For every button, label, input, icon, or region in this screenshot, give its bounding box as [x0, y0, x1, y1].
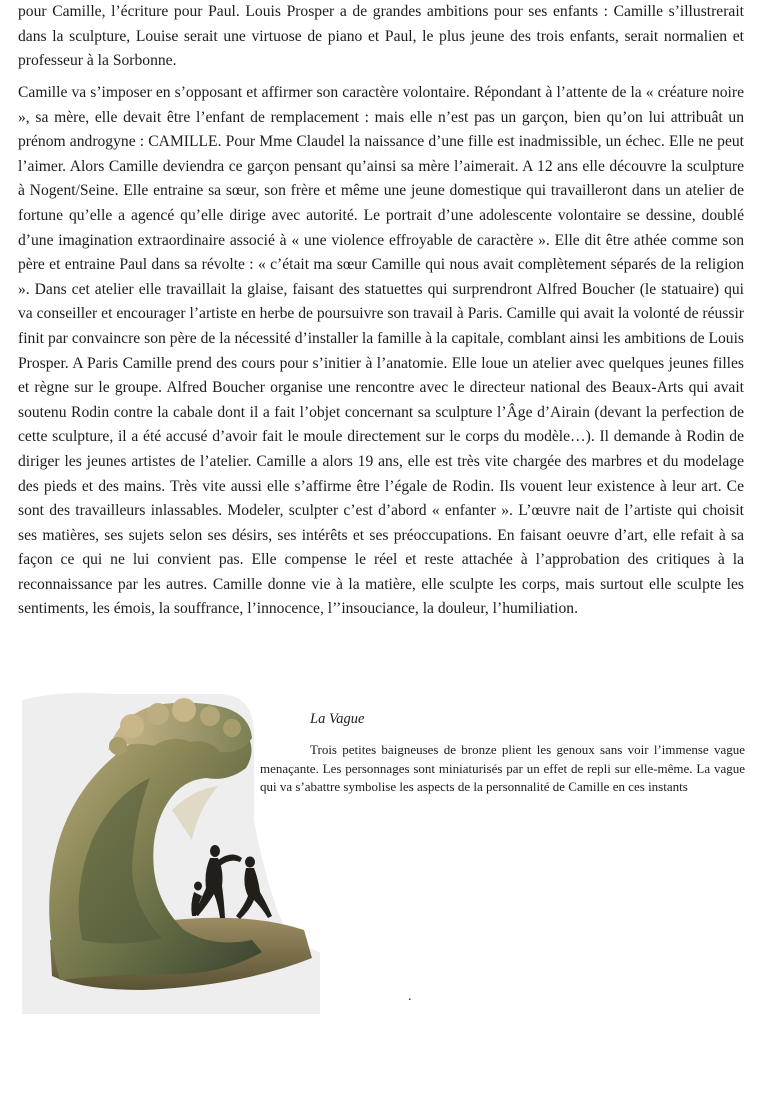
stray-mark: .	[408, 989, 412, 1004]
figure-caption: Trois petites baigneuses de bronze plient les genoux sans voir l’immense vague menaçante. Les personnages sont miniaturisés par un effet de repli sur elle-même. La vague qui va s’abattre symbolise les aspects de la personnalité de Camille en ces instants	[260, 742, 745, 794]
paragraph-main: Camille va s’imposer en s’opposant et affirmer son caractère volontaire. Répondant à l’attente de la « créature noire », sa mère, elle devait être l’enfant de remplacement : mais elle n’est pas un garçon, bien qu’on lui attribuât un prénom androgyne : CAMILLE. Pour Mme Claudel la naissance d’une fille est inadmissible, un échec. Elle ne peut l’aimer. Alors Camille deviendra ce garçon pensant qu’ainsi sa mère l’aimerait. A 12 ans elle découvre la sculpture à Nogent/Seine. Elle entraine sa sœur, son frère et même une jeune domestique qui travailleront dans un atelier de fortune qu’elle a agencé qu’elle dirige avec autorité. Le portrait d’une adolescente volontaire se dessine, doublé d’une imagination extraordinaire associé à « une violence effroyable de caractère ». Elle dit être athée comme son père et entraine Paul dans sa révolte : « c’était ma sœur Camille qui nous avait complètement séparés de la religion ». Dans cet atelier elle travaillait la glaise, faisant des statuettes qui surprendront Alfred Boucher (le statuaire) qui va conseiller et encourager l’artiste en herbe de poursuivre son travail à Paris. Camille qui avait la volonté de réussir finit par convaincre son père de la nécessité d’installer la famille à la capitale, comblant ainsi les ambitions de Louis Prosper. A Paris Camille prend des cours pour s’initier à l’anatomie. Elle loue un atelier avec quelques jeunes filles et règne sur le groupe. Alfred Boucher organise une rencontre avec le directeur national des Beaux-Arts qui avait soutenu Rodin contre la cabale dont il a fait l’objet concernant sa sculpture l’Âge d’Airain (devant la perfection de cette sculpture, il a été accusé d’avoir fait le moule directement sur le corps du modèle…). Il demande à Rodin de diriger les jeunes artistes de l’atelier. Camille a alors 19 ans, elle est très vite chargée des marbres et du modelage des pieds et des mains. Très vite aussi elle s’affirme être l’égale de Rodin. Ils vouent leur existence à leur art. Ce sont des travailleurs inlassables. Modeler, sculpter c’est d’abord « enfanter ». L’œuvre nait de l’artiste qui choisit ses matières, ses sujets selon ses désirs, ses intérêts et ses préoccupations. En faisant oeuvre d’art, elle refait à sa façon ce qui ne lui convient pas. Elle compense le réel et reste attachée à l’approbation des critiques à la reconnaissance par les autres. Camille donne vie à la matière, elle sculpte les corps, mais surtout elle sculpte les sentiments, les émois, la souffrance, l’innocence, l’’insouciance, la douleur, l’humiliation.	[18, 84, 744, 618]
figure-title: La Vague	[310, 711, 365, 727]
sculpture-photo-la-vague	[22, 690, 320, 1014]
wave-sculpture-illustration	[22, 690, 320, 1014]
paragraph-intro: pour Camille, l’écriture pour Paul. Louis Prosper a de grandes ambitions pour ses enfants : Camille s’illustrerait dans la sculpture, Louise serait une virtuose de piano et Paul, le plus jeune des trois enfants, serait normalien et professeur à la Sorbonne.	[18, 3, 744, 70]
